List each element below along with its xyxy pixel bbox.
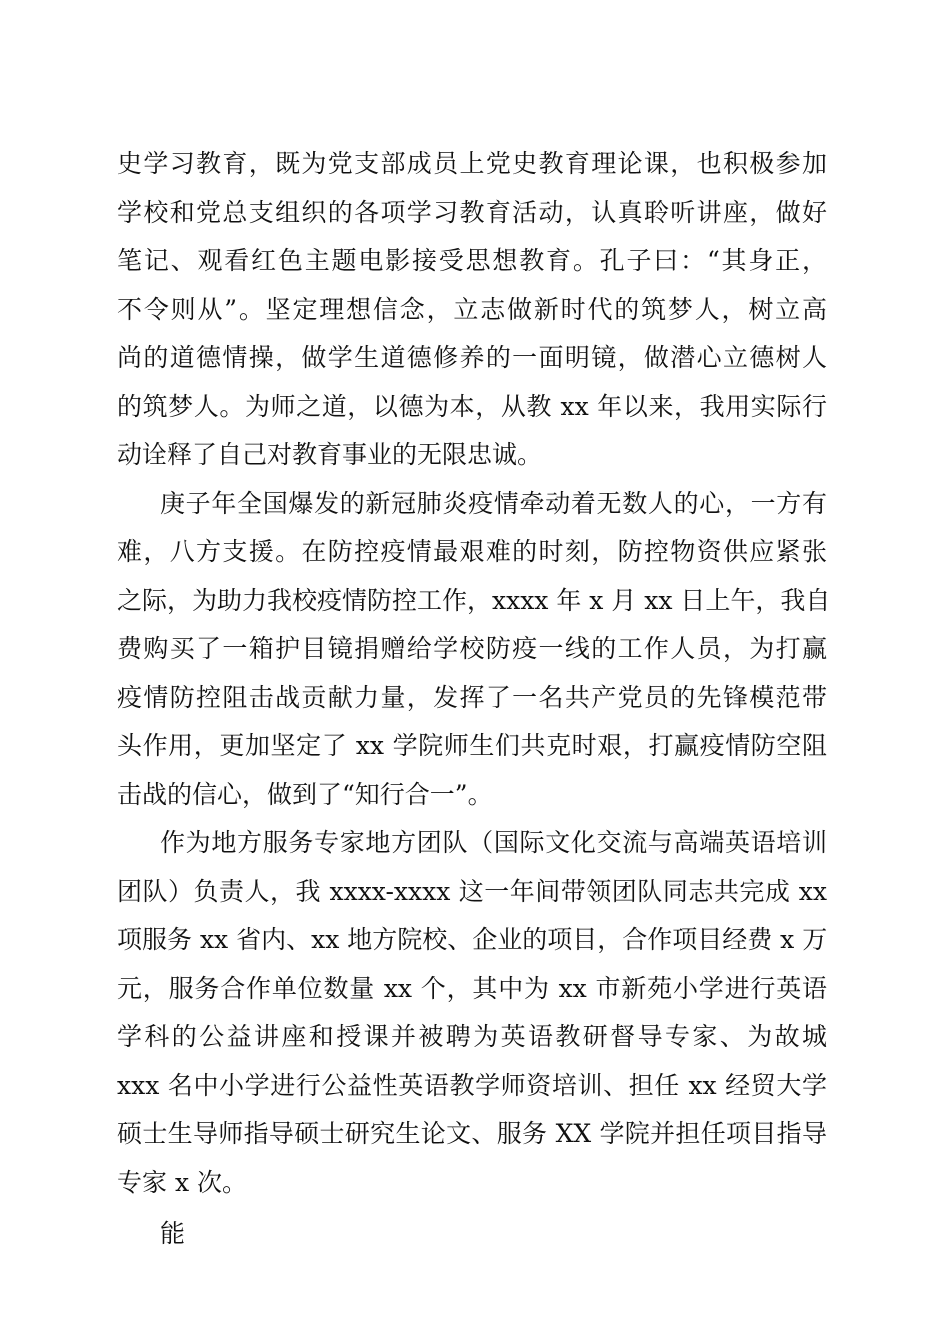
text-line: 动诠释了自己对教育事业的无限忠诚。 (117, 440, 543, 469)
text-line: 笔记、观看红色主题电影接受思想教育。孔子曰：“其身正， (117, 246, 827, 275)
text-line: xxx 名中小学进行公益性英语教学师资培训、担任 xx 经贸大学 (117, 1071, 827, 1100)
text-line: 硕士生导师指导硕士研究生论文、服务 XX 学院并担任项目指导 (117, 1119, 827, 1148)
text-line: 项服务 xx 省内、xx 地方院校、企业的项目，合作项目经费 x 万 (117, 925, 828, 954)
text-line: 团队）负责人，我 xxxx-xxxx 这一年间带领团队同志共完成 xx (117, 877, 827, 906)
text-line: 元，服务合作单位数量 xx 个，其中为 xx 市新苑小学进行英语 (117, 974, 827, 1003)
text-line: 费购买了一箱护目镜捐赠给学校防疫一线的工作人员，为打赢 (117, 634, 827, 663)
text-line: 之际，为助力我校疫情防控工作，xxxx 年 x 月 xx 日上午，我自 (117, 586, 831, 615)
text-line: 击战的信心，做到了“知行合一”。 (117, 780, 493, 809)
text-line: 尚的道德情操，做学生道德修养的一面明镜，做潜心立德树人 (117, 343, 827, 372)
paragraph-first-line: 作为地方服务专家地方团队（国际文化交流与高端英语培训 (160, 828, 827, 857)
text-line: 学校和党总支组织的各项学习教育活动，认真聆听讲座，做好 (117, 198, 827, 227)
text-line: 专家 x 次。 (117, 1168, 247, 1197)
text-line: 疫情防控阻击战贡献力量，发挥了一名共产党员的先锋模范带 (117, 683, 827, 712)
paragraph-first-line: 能 (160, 1219, 186, 1248)
text-line: 史学习教育，既为党支部成员上党史教育理论课，也积极参加 (117, 149, 827, 178)
text-line: 不令则从”。坚定理想信念，立志做新时代的筑梦人，树立高 (117, 295, 827, 324)
text-line: 难，八方支援。在防控疫情最艰难的时刻，防控物资供应紧张 (117, 537, 827, 566)
text-line: 头作用，更加坚定了 xx 学院师生们共克时艰，打赢疫情防空阻 (117, 731, 827, 760)
paragraph-first-line: 庚子年全国爆发的新冠肺炎疫情牵动着无数人的心，一方有 (160, 489, 827, 518)
text-line: 的筑梦人。为师之道，以德为本，从教 xx 年以来，我用实际行 (117, 392, 827, 421)
text-line: 学科的公益讲座和授课并被聘为英语教研督导专家、为故城 (117, 1022, 827, 1051)
